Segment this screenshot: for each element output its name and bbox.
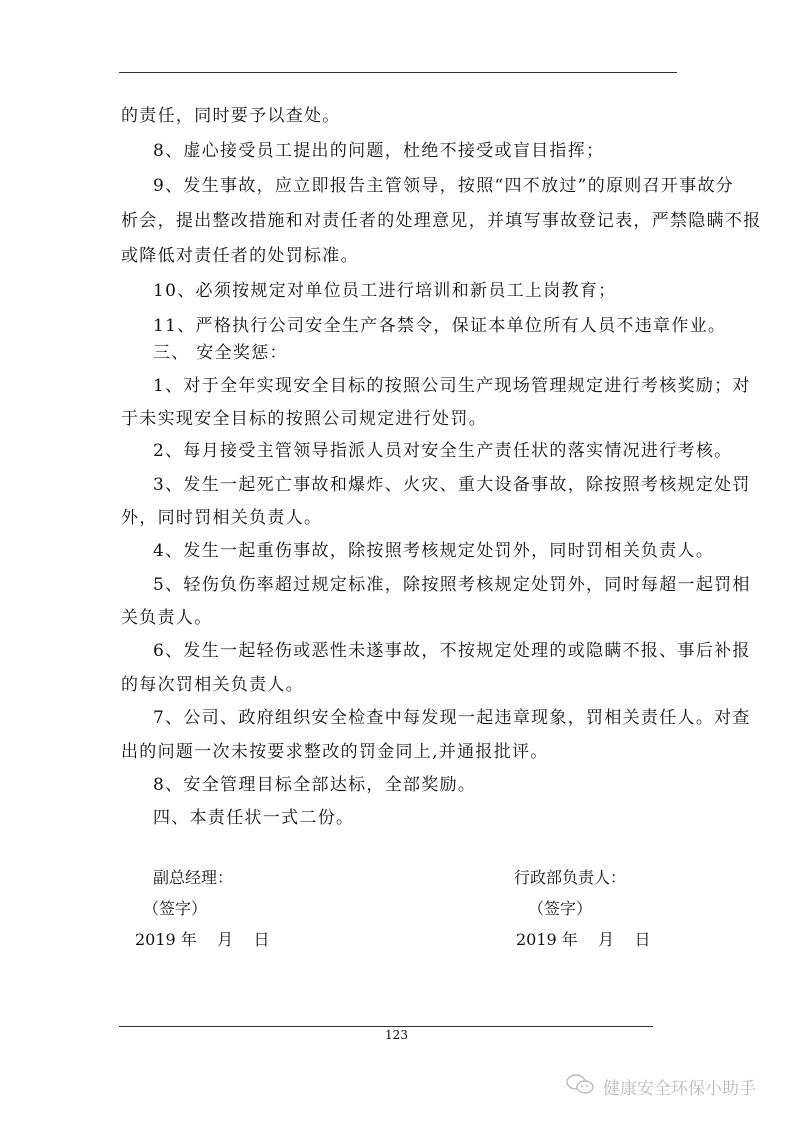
text-line: 4、发生一起重伤事故，除按照考核规定处罚外，同时罚相关负责人。: [153, 541, 715, 561]
text-line: 或降低对责任者的处罚标准。: [121, 246, 359, 266]
text-line: 的每次罚相关负责人。: [121, 675, 304, 695]
text-line: 1、对于全年实现安全目标的按照公司生产现场管理规定进行考核奖励；对: [153, 376, 751, 396]
text-line: 11、严格执行公司安全生产各禁令，保证本单位所有人员不违章作业。: [153, 316, 727, 336]
right-signer-title: 行政部负责人：: [514, 868, 627, 887]
left-signature-label: （签字）: [143, 899, 208, 918]
text-line: 8、安全管理目标全部达标，全部奖励。: [153, 775, 477, 795]
text-line: 5、轻伤负伤率超过规定标准，除按照考核规定处罚外，同时每超一起罚相: [153, 575, 751, 595]
page-number: 123: [385, 1028, 408, 1042]
wechat-icon: [565, 1072, 595, 1101]
watermark: [565, 1072, 756, 1101]
text-line: 10、必须按规定对单位员工进行培训和新员工上岗教育；: [153, 281, 617, 301]
left-signer-title: 副总经理：: [153, 868, 234, 887]
text-line: 四、本责任状一式二份。: [153, 808, 355, 828]
text-line: 3、发生一起死亡事故和爆炸、火灾、重大设备事故，除按照考核规定处罚: [153, 475, 751, 495]
text-line: 的责任，同时要予以查处。: [121, 106, 341, 126]
text-line: 于未实现安全目标的按照公司规定进行处罚。: [121, 409, 487, 429]
text-line: 8、虚心接受员工提出的问题，杜绝不接受或盲目指挥；: [153, 141, 605, 161]
watermark-text: 健康安全环保小助手: [603, 1079, 756, 1099]
header-rule: [119, 72, 677, 73]
text-line: 6、发生一起轻伤或恶性未遂事故，不按规定处理的或隐瞒不报、事后补报: [153, 641, 751, 661]
text-line: 9、发生事故，应立即报告主管领导，按照“四不放过”的原则召开事故分: [153, 176, 735, 196]
text-line: 2、每月接受主管领导指派人员对安全生产责任状的落实情况进行考核。: [153, 441, 733, 461]
text-line: 关负责人。: [121, 608, 213, 628]
footer-rule: [119, 1026, 653, 1027]
text-line: 出的问题一次未按要求整改的罚金同上,并通报批评。: [121, 742, 549, 762]
text-line: 外，同时罚相关负责人。: [121, 508, 323, 528]
right-date: 2019 年 月 日: [516, 930, 651, 949]
text-line: 析会，提出整改措施和对责任者的处理意见，并填写事故登记表，严禁隐瞒不报: [121, 211, 762, 231]
left-date: 2019 年 月 日: [135, 930, 270, 949]
text-line: 三、 安全奖惩：: [153, 343, 288, 363]
text-line: 7、公司、政府组织安全检查中每发现一起违章现象，罚相关责任人。对查: [153, 708, 751, 728]
right-signature-label: （签字）: [528, 899, 593, 918]
